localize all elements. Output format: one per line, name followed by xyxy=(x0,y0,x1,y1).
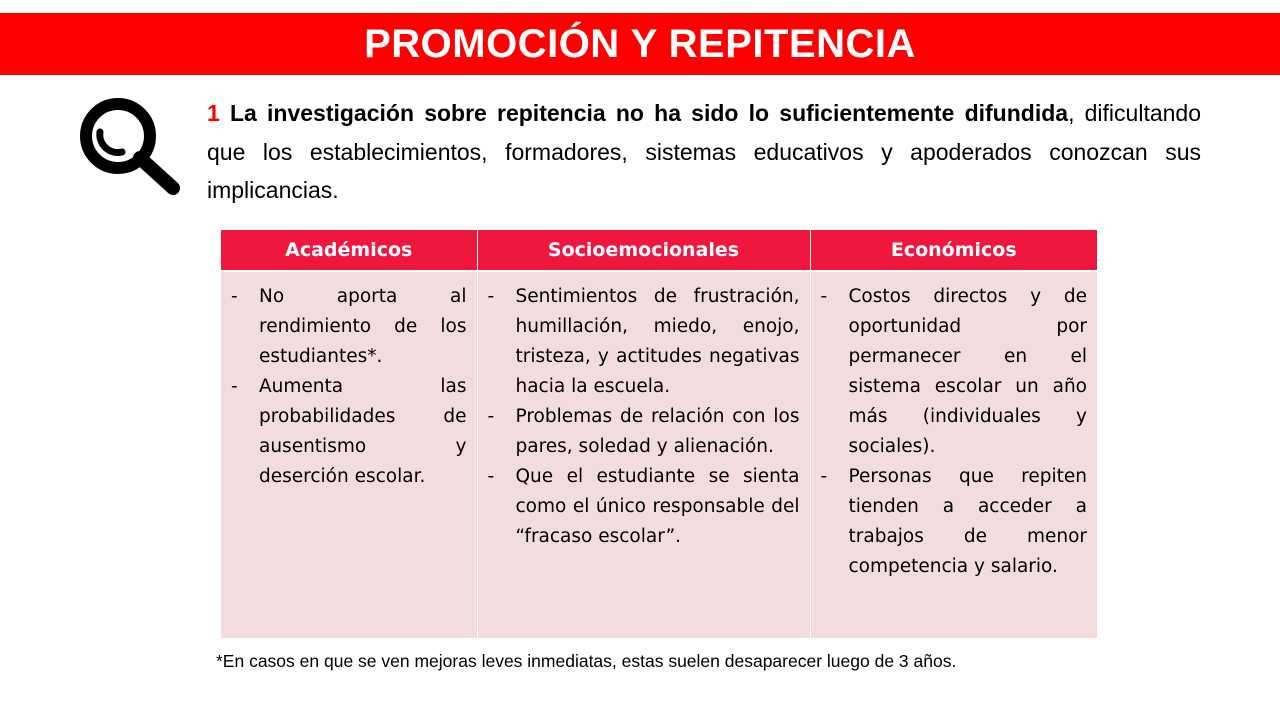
list-item xyxy=(484,462,800,552)
magnifying-glass-icon xyxy=(78,96,184,198)
table-row xyxy=(221,271,1097,638)
list-economicos xyxy=(817,282,1088,582)
list-item xyxy=(227,282,467,372)
intro-text: , dificultando que los establecimientos, formadores, sistemas educativos y apoderados conozcan sus implicancias. xyxy=(207,100,1202,203)
item-text: Costos directos y de oportunidad por permanecer en el sistema escolar un año más (individuales y sociales). xyxy=(848,286,1087,457)
cell-socioemocionales xyxy=(477,271,810,638)
bullet-dash: - xyxy=(820,466,828,487)
table-header-row xyxy=(221,230,1097,271)
page-title: PROMOCIÓN Y REPITENCIA xyxy=(364,21,916,66)
list-item xyxy=(227,372,467,492)
item-text: No aporta al rendimiento de los estudiantes*. xyxy=(259,286,467,367)
intro-bold-text: La investigación sobre repitencia no ha sido lo suficientemente difundida xyxy=(219,100,1069,126)
list-item xyxy=(817,462,1088,582)
list-item xyxy=(484,282,800,402)
list-item xyxy=(817,282,1088,462)
item-text: Personas que repiten tienden a acceder a trabajos de menor competencia y salario. xyxy=(848,466,1087,577)
cell-academicos xyxy=(221,271,477,638)
effects-table xyxy=(221,230,1097,638)
bullet-dash: - xyxy=(487,406,495,427)
bullet-dash: - xyxy=(820,286,828,307)
header-socioemocionales: Socioemocionales xyxy=(477,230,810,271)
footnote: *En casos en que se ven mejoras leves inmediatas, estas suelen desaparecer luego de 3 años. xyxy=(216,651,957,671)
bullet-dash: - xyxy=(231,376,238,397)
list-academicos xyxy=(227,282,467,492)
bullet-dash: - xyxy=(231,286,238,307)
header-academicos: Académicos xyxy=(221,230,477,271)
point-number: 1 xyxy=(207,100,220,126)
list-socioemocionales xyxy=(484,282,800,552)
intro-paragraph xyxy=(207,94,1201,210)
bullet-dash: - xyxy=(487,286,495,307)
list-item xyxy=(484,402,800,462)
title-banner xyxy=(0,13,1280,75)
cell-economicos xyxy=(810,271,1097,638)
item-text: Aumenta las probabilidades de ausentismo y deserción escolar. xyxy=(259,376,467,487)
item-text: Sentimientos de frustración, humillación, miedo, enojo, tristeza, y actitudes negativas hacia la escuela. xyxy=(515,286,800,397)
header-economicos: Económicos xyxy=(810,230,1097,271)
item-text: Problemas de relación con los pares, soledad y alienación. xyxy=(515,406,800,457)
item-text: Que el estudiante se sienta como el único responsable del “fracaso escolar”. xyxy=(515,466,800,547)
bullet-dash: - xyxy=(487,466,495,487)
